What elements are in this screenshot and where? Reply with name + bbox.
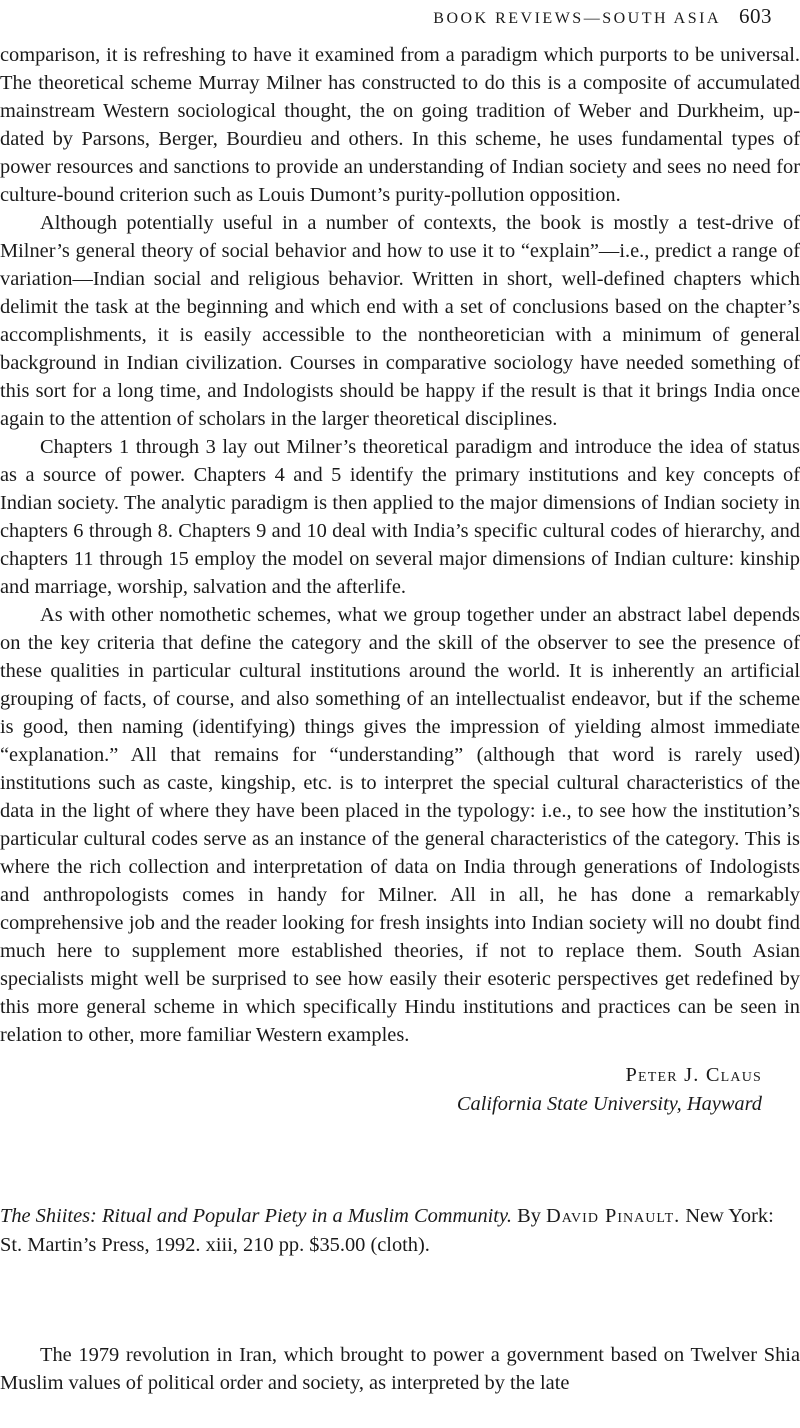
- book-publication-details: New York: St. Martin’s Press, 1992. xiii, 210 pp. $35.00 (cloth).: [0, 1205, 774, 1256]
- book-citation: [0, 1202, 800, 1260]
- book-author: David Pinault.: [546, 1205, 681, 1227]
- book-title: The Shiites: Ritual and Popular Piety in a Muslim Community.: [0, 1205, 512, 1227]
- review-paragraph: comparison, it is refreshing to have it examined from a paradigm which purports to be universal. The theoretical scheme Murray Milner has constructed to do this is a composite of accumulated mainstream Western sociological thought, the on going tradition of Weber and Durkheim, up-dated by Parsons, Berger, Bourdieu and others. In this scheme, he uses fundamental types of power resources and sanctions to provide an understanding of Indian society and sees no need for culture-bound criterion such as Louis Dumont’s purity-pollution opposition.: [0, 44, 800, 206]
- section-title: BOOK REVIEWS—SOUTH ASIA: [433, 10, 721, 27]
- reviewer-affiliation: California State University, Hayward: [456, 1093, 762, 1115]
- review-paragraph: Although potentially useful in a number of contexts, the book is mostly a test-drive of Milner’s general theory of social behavior and how to use it to “explain”—i.e., predict a range of variation—Indian social and religious behavior. Written in short, well-defined chapters which delimit the task at the beginning and which end with a set of conclusions based on the chapter’s accomplishments, it is easily accessible to the nontheoretician with a minimum of general background in Indian civilization. Courses in comparative sociology have needed something of this sort for a long time, and Indologists should be happy if the result is that it brings India once again to the attention of scholars in the larger theoretical disciplines.: [0, 212, 800, 430]
- book-by: By: [517, 1205, 541, 1227]
- running-head: [433, 4, 772, 32]
- reviewer-name: Peter J. Claus: [625, 1064, 762, 1086]
- review-paragraph: As with other nomothetic schemes, what we group together under an abstract label depends on the key criteria that define the category and the skill of the observer to see the presence of these qualities in particular cultural institutions around the world. It is inherently an artificial grouping of facts, of course, and also something of an intellectualist endeavor, but if the scheme is good, then naming (identifying) things gives the impression of yielding almost immediate “explanation.” All that remains for “understanding” (although that word is rarely used) institutions such as caste, kingship, etc. is to interpret the special cultural characteristics of the data in the light of where they have been placed in the typology: i.e., to see how the institution’s particular cultural codes serve as an instance of the general characteristics of the category. This is where the rich collection and interpretation of data on India through generations of Indologists and anthropologists comes in handy for Milner. All in all, he has done a remarkably comprehensive job and the reader looking for fresh insights into Indian society will no doubt find much here to supplement more established theories, if not to replace them. South Asian specialists might well be surprised to see how easily their esoteric perspectives get redefined by this more general scheme in which specifically Hindu institutions and practices can be seen in relation to other, more familiar Western examples.: [0, 604, 800, 1046]
- reviewer-signature: [457, 1061, 762, 1119]
- review-body: [0, 41, 800, 1049]
- review-paragraph: The 1979 revolution in Iran, which brought to power a government based on Twelver Shia Muslim values of political order and society, as interpreted by the late: [0, 1344, 800, 1394]
- review-paragraph: Chapters 1 through 3 lay out Milner’s theoretical paradigm and introduce the idea of status as a source of power. Chapters 4 and 5 identify the primary institutions and key concepts of Indian society. The analytic paradigm is then applied to the major dimensions of Indian society in chapters 6 through 8. Chapters 9 and 10 deal with India’s specific cultural codes of hierarchy, and chapters 11 through 15 employ the model on several major dimensions of Indian culture: kinship and marriage, worship, salvation and the afterlife.: [0, 436, 800, 598]
- next-review-body: [0, 1341, 800, 1397]
- page-number: 603: [739, 4, 772, 28]
